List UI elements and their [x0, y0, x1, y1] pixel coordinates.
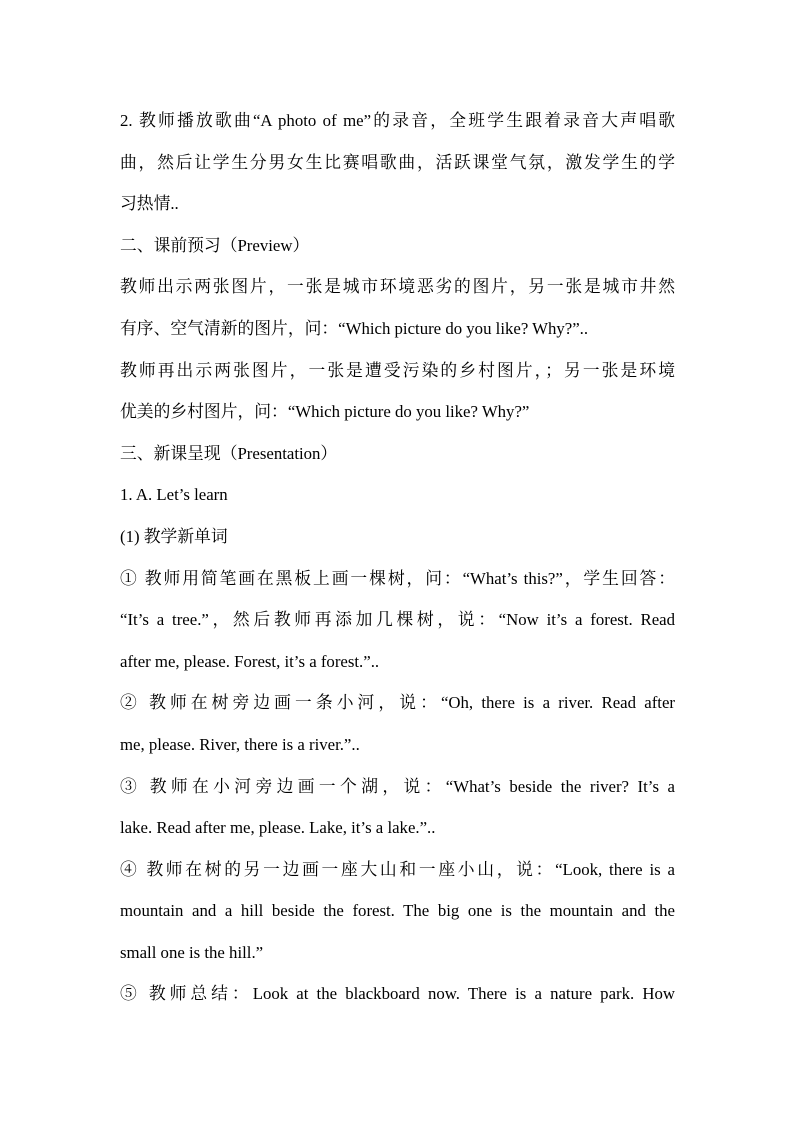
step-2-line-2: me, please. River, there is a river.”.. — [120, 734, 360, 754]
subheading-new-words: (1) 教学新单词 — [120, 526, 228, 546]
step-4-line-2: mountain and a hill beside the forest. The big one is the mountain and the — [120, 901, 675, 921]
subheading-lets-learn: 1. A. Let’s learn — [120, 485, 228, 505]
step-1-line-2: “It’s a tree.”，然后教师再添加几棵树，说：“Now it’s a forest. Read — [120, 610, 675, 630]
paragraph-line-1: 2. 教师播放歌曲“A photo of me”的录音，全班学生跟着录音大声唱歌 — [120, 111, 675, 130]
section-heading-presentation: 三、新课呈现（Presentation） — [120, 443, 338, 463]
paragraph-line-6: 有序、空气清新的图片，问：“Which picture do you like? Why?”.. — [120, 318, 589, 338]
step-4-line-3: small one is the hill.” — [120, 942, 264, 962]
step-2-line-1: ② 教师在树旁边画一条小河，说：“Oh, there is a river. Read after — [120, 693, 675, 713]
paragraph-line-8: 优美的乡村图片，问：“Which picture do you like? Why?” — [120, 402, 530, 422]
paragraph-line-3: 习热情.. — [120, 194, 179, 214]
step-3-line-1: ③ 教师在小河旁边画一个湖，说：“What’s beside the river? It’s a — [120, 776, 675, 796]
step-1-line-1: ① 教师用简笔画在黑板上画一棵树，问：“What’s this?”，学生回答： — [120, 568, 675, 588]
step-5-line-1: ⑤ 教师总结：Look at the blackboard now. There is a nature park. How — [120, 984, 675, 1004]
step-4-line-1: ④ 教师在树的另一边画一座大山和一座小山，说：“Look, there is a — [120, 859, 675, 879]
paragraph-line-7: 教师再出示两张图片，一张是遭受污染的乡村图片，；另一张是环境 — [120, 360, 675, 380]
paragraph-line-5: 教师出示两张图片，一张是城市环境恶劣的图片，另一张是城市井然 — [120, 277, 675, 297]
document-body — [120, 100, 675, 1015]
step-1-line-3: after me, please. Forest, it’s a forest.”.. — [120, 651, 380, 671]
section-heading-preview: 二、课前预习（Preview） — [120, 235, 310, 255]
paragraph-line-2: 曲，然后让学生分男女生比赛唱歌曲，活跃课堂气氛，激发学生的学 — [120, 152, 675, 172]
step-3-line-2: lake. Read after me, please. Lake, it’s a lake.”.. — [120, 818, 436, 838]
